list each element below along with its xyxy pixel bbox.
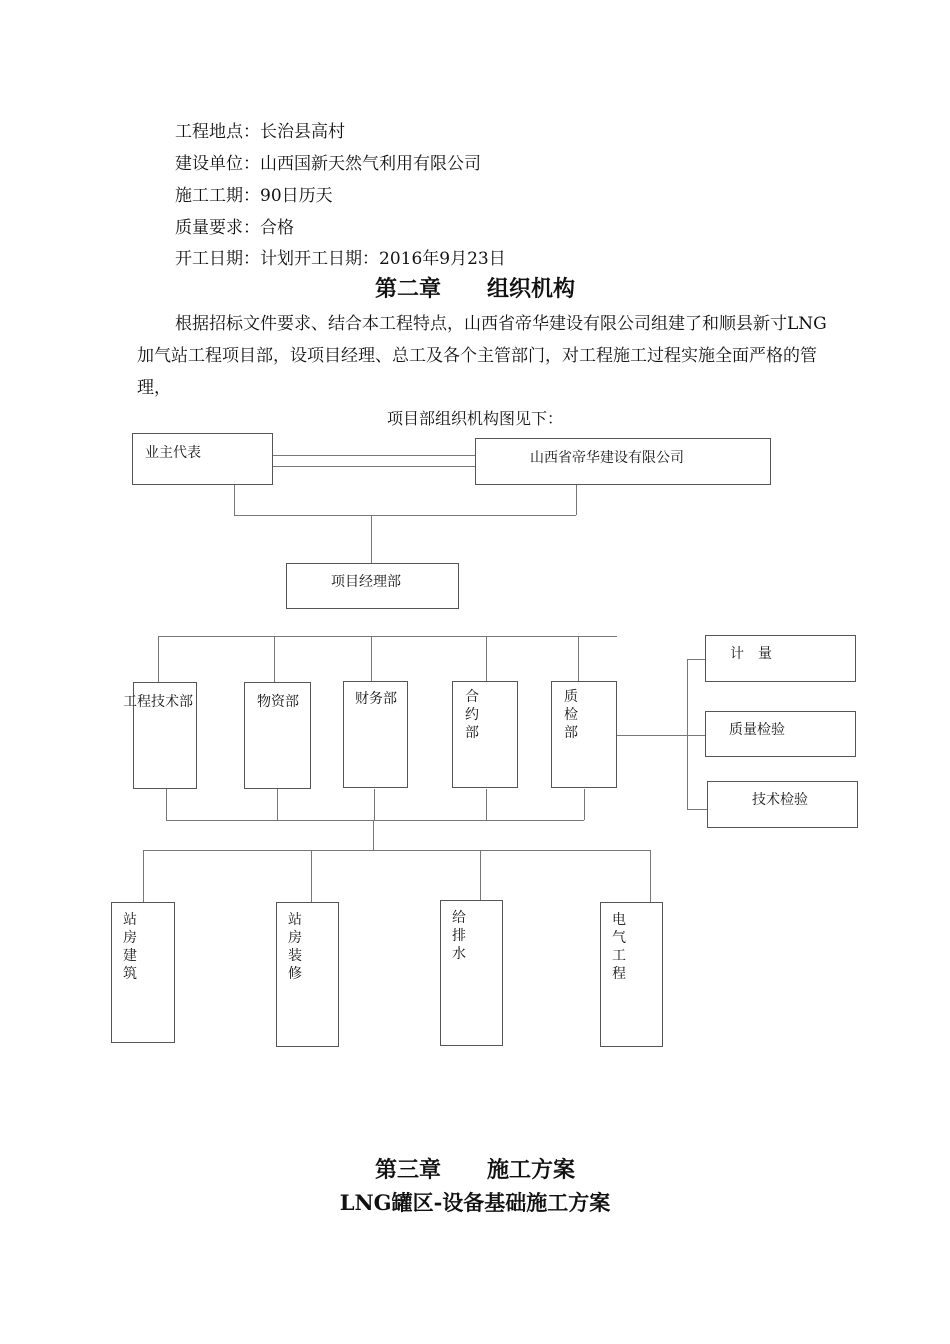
info-quality: 质量要求：合格 [175, 218, 294, 238]
chapter3-title: 第三章 施工方案 [375, 1157, 575, 1183]
connector-dept-down-2 [277, 789, 278, 820]
connector-to-sections [373, 820, 374, 850]
dept-box-qc [551, 681, 617, 788]
section-box-decoration [276, 902, 339, 1047]
connector-dept-2 [274, 636, 275, 682]
connector-dept-5 [578, 636, 579, 681]
connector-dept-down-3 [374, 789, 375, 820]
section-box-building [111, 902, 175, 1043]
info-duration: 施工工期：90日历天 [175, 186, 333, 206]
info-builder: 建设单位：山西国新天然气利用有限公司 [175, 154, 481, 174]
dept-box-engineering [123, 682, 197, 789]
connector-qc-3 [687, 809, 707, 810]
owner-label: 业主代表 [145, 445, 201, 461]
qc-box-technical [707, 781, 858, 828]
qc-label-measurement: 计 量 [730, 646, 772, 662]
section-box-electrical [600, 902, 663, 1047]
connector-owner-down [234, 484, 235, 515]
section-label-decoration: 站房装修 [288, 912, 302, 982]
chapter2-paragraph-rest: 县新寸LNG加气站工程项目部，设项目经理、总工及各个主管部门，对工程施工过程实施全面严格的管理， [137, 314, 827, 398]
qc-box-measurement [705, 635, 856, 682]
section-label-plumbing: 给排水 [452, 910, 466, 962]
connector-section-3 [480, 850, 481, 900]
connector-section-bar [143, 850, 650, 851]
connector-top-bar [234, 515, 576, 516]
owner-box [132, 433, 273, 485]
dept-label-finance: 财务部 [355, 691, 397, 707]
qc-label-quality: 质量检验 [729, 722, 785, 738]
connector-dept-bar [158, 636, 617, 637]
connector-qc-out [617, 735, 687, 736]
section-label-electrical: 电气工程 [612, 912, 626, 982]
section-label-building: 站房建筑 [123, 912, 137, 982]
connector-section-4 [650, 850, 651, 902]
connector-dept-down-5 [584, 789, 585, 820]
connector-section-1 [143, 850, 144, 902]
connector-dept-down-4 [486, 789, 487, 820]
connector-section-2 [311, 850, 312, 902]
pm-box [286, 563, 459, 609]
connector-dept-4 [486, 636, 487, 681]
dept-label-engineering: 工程技术部 [123, 694, 193, 710]
connector-qc-1 [687, 659, 705, 660]
chapter2-paragraph [137, 308, 827, 404]
section-box-plumbing [440, 900, 503, 1046]
dept-label-contracts: 合约部 [465, 689, 479, 741]
info-start-date: 开工日期：计划开工日期：2016年9月23日 [175, 249, 506, 269]
dept-box-contracts [452, 681, 518, 788]
dept-box-finance [343, 681, 408, 788]
connector-dept-3 [371, 636, 372, 681]
connector-qc-2 [687, 735, 705, 736]
qc-box-quality [705, 711, 856, 757]
connector-qc-vertical [687, 659, 688, 809]
connector-dept-down-1 [166, 789, 167, 820]
info-location: 工程地点：长治县高村 [175, 122, 345, 142]
company-box [475, 438, 771, 485]
connector-company-down [576, 484, 577, 515]
dept-box-materials [244, 682, 311, 789]
company-label: 山西省帝华建设有限公司 [530, 450, 684, 466]
connector-owner-company-bottom [273, 466, 475, 467]
pm-label: 项目经理部 [331, 574, 401, 590]
org-chart-caption: 项目部组织机构图见下： [386, 409, 563, 428]
chapter3-subtitle: LNG罐区-设备基础施工方案 [339, 1190, 611, 1215]
chapter2-title: 第二章 组织机构 [375, 276, 575, 302]
qc-label-technical: 技术检验 [752, 792, 808, 808]
chapter2-paragraph-line1: 根据招标文件要求、结合本工程特点，山西省帝华建设有限公司组建了和顺 [175, 314, 736, 334]
connector-owner-company-top [273, 455, 475, 456]
connector-to-pm [371, 515, 372, 563]
dept-label-materials: 物资部 [257, 694, 299, 710]
connector-dept-1 [158, 636, 159, 682]
dept-label-qc: 质检部 [564, 689, 578, 741]
connector-dept-bottom-bar [166, 820, 584, 821]
